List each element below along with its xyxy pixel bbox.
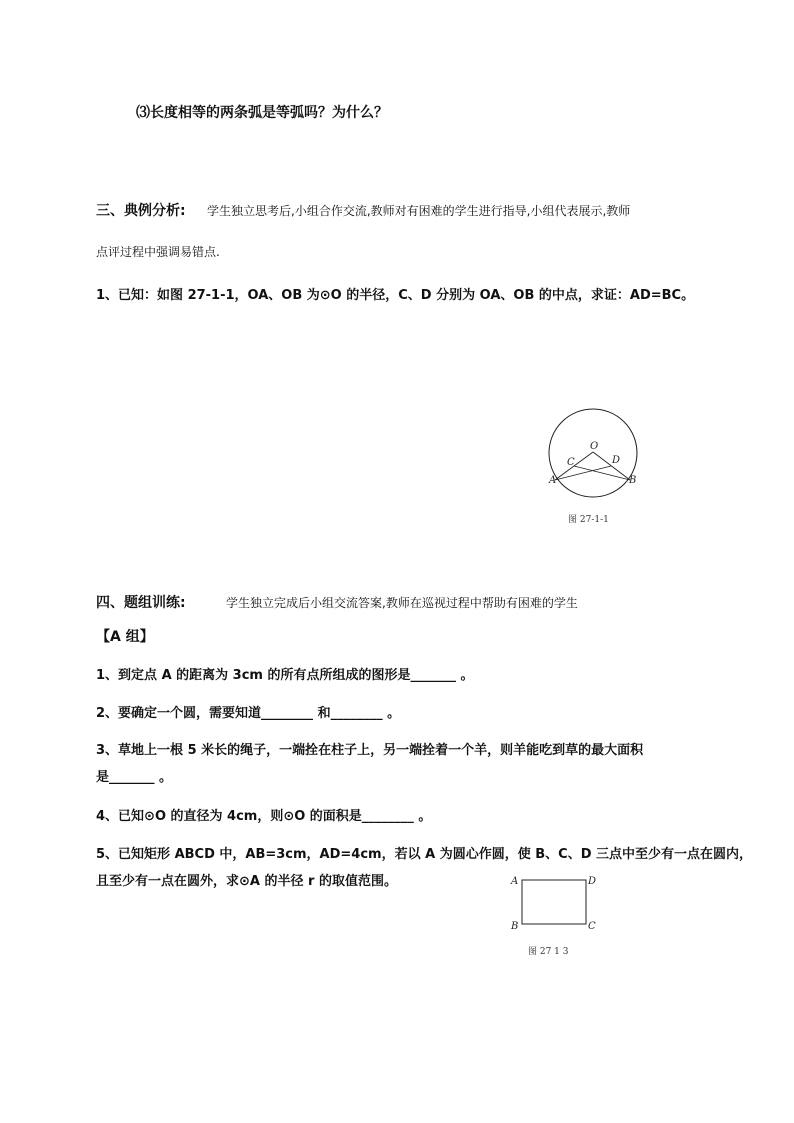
label-a: A (549, 475, 557, 486)
section-4-note: 学生独立完成后小组交流答案,教师在巡视过程中帮助有困难的学生 (226, 596, 578, 610)
rectangle-abcd (522, 880, 586, 924)
figure-27-1-3 (508, 870, 604, 932)
figure-27-1-1 (545, 408, 645, 508)
label-a: A (511, 876, 519, 887)
group-a-heading: 【A 组】 (96, 629, 154, 645)
section-3-note-line1: 学生独立思考后,小组合作交流,教师对有困难的学生进行指导,小组代表展示,教师 (207, 204, 631, 218)
q2-text: 2、要确定一个圆，需要知道________ 和________ 。 (96, 706, 401, 721)
label-o: O (590, 441, 599, 452)
figure-27-1-3-caption: 图 27 1 3 (528, 947, 569, 957)
label-b: B (629, 475, 637, 486)
label-d: D (588, 876, 597, 887)
section-3-note-line2: 点评过程中强调易错点. (96, 245, 220, 259)
q1-text: 1、到定点 A 的距离为 3cm 的所有点所组成的图形是_______ 。 (96, 668, 474, 683)
label-c: C (567, 457, 575, 468)
section-4-heading: 四、题组训练: (96, 595, 186, 611)
label-d: D (612, 455, 621, 466)
circle-o (549, 409, 637, 497)
q5-text-line1: 5、已知矩形 ABCD 中，AB=3cm，AD=4cm，若以 A 为圆心作圆，使 B、C、D 三点中至少有一点在圆内， (96, 847, 753, 862)
question-3-text: ⑶长度相等的两条弧是等弧吗？为什么？ (136, 105, 388, 121)
example-1-text: 1、已知：如图 27-1-1，OA、OB 为⊙O 的半径，C、D 分别为 OA、OB 的中点，求证：AD=BC。 (96, 288, 695, 303)
section-3-heading: 三、典例分析: (96, 203, 186, 219)
q3-text-line1: 3、草地上一根 5 米长的绳子，一端拴在柱子上，另一端拴着一个羊，则羊能吃到草的最大面积 (96, 743, 644, 758)
q4-text: 4、已知⊙O 的直径为 4cm，则⊙O 的面积是________ 。 (96, 809, 432, 824)
label-c: C (588, 921, 596, 932)
q3-text-line2: 是_______ 。 (96, 770, 173, 785)
label-b: B (511, 921, 519, 932)
q5-text-line2: 且至少有一点在圆外，求⊙A 的半径 r 的取值范围。 (96, 874, 397, 889)
figure-27-1-1-caption: 图 27-1-1 (568, 515, 609, 525)
